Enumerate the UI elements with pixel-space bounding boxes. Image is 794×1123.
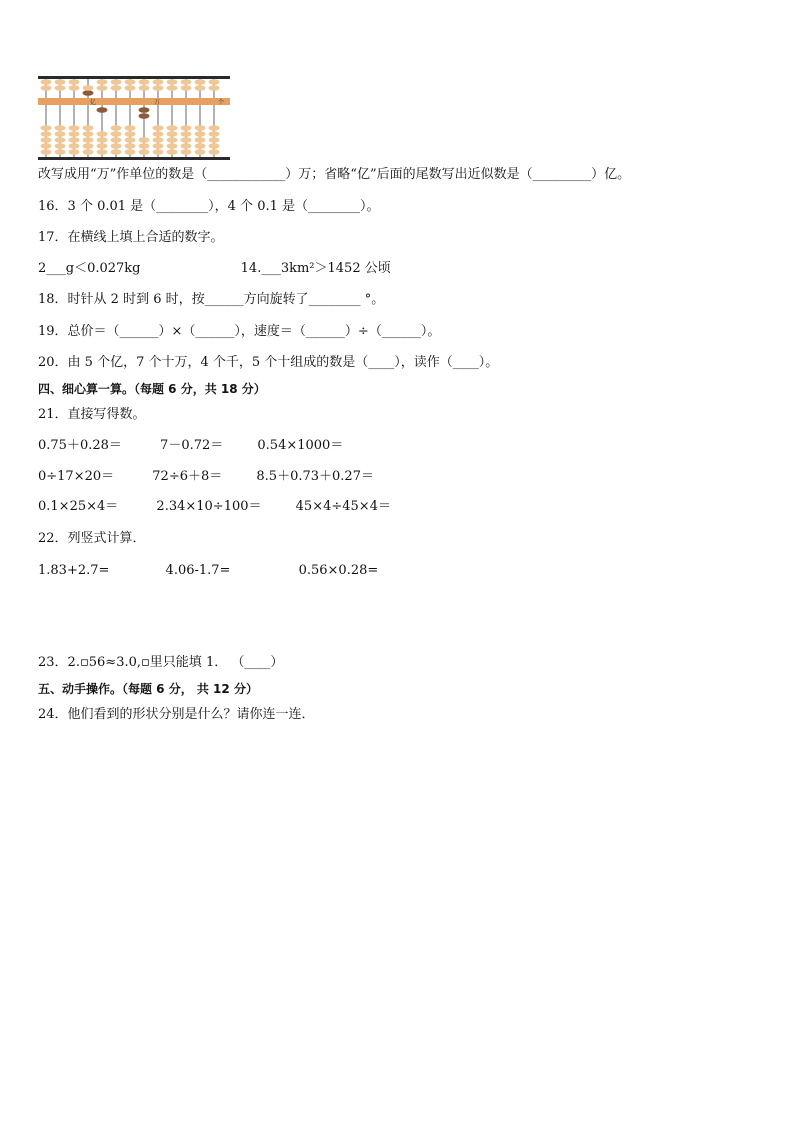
abacus-bead <box>139 85 150 91</box>
abacus-bead <box>195 125 206 131</box>
abacus-bead <box>111 79 122 85</box>
abacus-bead <box>111 137 122 143</box>
abacus-bead <box>181 143 192 149</box>
abacus-label-ge: 个 <box>218 99 225 106</box>
abacus-label-yi: 亿 <box>90 99 97 106</box>
abacus-bead <box>125 131 136 137</box>
q21-row-3 <box>38 498 391 516</box>
abacus-bead <box>153 143 164 149</box>
q20-line: 20．由 5 个亿，7 个十万，4 个千，5 个十组成的数是（____），读作（____）。 <box>38 355 499 370</box>
abacus-bead <box>139 143 150 149</box>
abacus-bead <box>153 149 164 155</box>
abacus-bead <box>139 79 150 85</box>
abacus-bead <box>209 125 220 131</box>
abacus-bead <box>125 79 136 85</box>
abacus-top-frame <box>38 76 230 79</box>
abacus-bead <box>153 85 164 91</box>
abacus-bead <box>83 143 94 149</box>
q21-r1-c1: 0.75＋0.28＝ <box>38 438 122 453</box>
q19-line: 19．总价＝（______）×（______），速度＝（______）÷（______）。 <box>38 324 441 339</box>
abacus-beam <box>38 98 230 105</box>
abacus-bead <box>125 125 136 131</box>
abacus-bead <box>55 131 66 137</box>
abacus-bead <box>41 137 52 143</box>
abacus-bead <box>167 85 178 91</box>
q21-line: 21．直接写得数。 <box>38 407 146 422</box>
abacus-bead <box>111 149 122 155</box>
q22-c1: 1.83+2.7= <box>38 563 110 578</box>
abacus-bead <box>139 149 150 155</box>
section-4-heading: 四、细心算一算。（每题 6 分，共 18 分） <box>38 382 266 396</box>
abacus-bead <box>69 143 80 149</box>
q21-r3-c2: 2.34×10÷100＝ <box>156 499 262 514</box>
abacus-bead <box>41 131 52 137</box>
abacus-bead <box>69 85 80 91</box>
abacus-bead <box>97 143 108 149</box>
abacus-bead <box>111 125 122 131</box>
abacus-bead <box>125 137 136 143</box>
abacus-label-wan: 万 <box>154 99 161 106</box>
q17-item-a: 2___g＜0.027kg <box>38 261 141 276</box>
abacus-bead <box>153 137 164 143</box>
q22-line: 22．列竖式计算． <box>38 531 146 546</box>
q15-rewrite-line: 改写成用“万”作单位的数是（____________）万；省略“亿”后面的尾数写出近似数是（_________）亿。 <box>38 167 631 182</box>
q18-line: 18．时针从 2 时到 6 时，按______方向旋转了________ °。 <box>38 292 385 307</box>
abacus-bead <box>125 143 136 149</box>
q17-items <box>38 260 391 278</box>
abacus-bead <box>181 85 192 91</box>
abacus-bead <box>195 143 206 149</box>
abacus-bead <box>69 131 80 137</box>
abacus-bead <box>153 125 164 131</box>
abacus-bead <box>167 131 178 137</box>
abacus-bead <box>195 79 206 85</box>
q21-row-1 <box>38 437 343 455</box>
abacus-bead <box>83 131 94 137</box>
abacus-bead <box>139 137 150 143</box>
abacus-bead <box>97 149 108 155</box>
abacus-bead <box>125 149 136 155</box>
abacus-bead <box>111 131 122 137</box>
abacus-bead <box>181 125 192 131</box>
abacus-bead <box>69 79 80 85</box>
abacus-bead <box>97 79 108 85</box>
abacus-bead <box>83 137 94 143</box>
abacus-bead <box>55 79 66 85</box>
abacus-bead <box>125 85 136 91</box>
abacus-bead <box>167 149 178 155</box>
abacus-bead <box>97 131 108 137</box>
abacus-bead <box>97 107 108 113</box>
q22-c2: 4.06-1.7= <box>165 563 231 578</box>
abacus-bead <box>83 149 94 155</box>
abacus-bead <box>41 149 52 155</box>
abacus-bead <box>55 125 66 131</box>
abacus-bead <box>209 143 220 149</box>
abacus-bead <box>97 85 108 91</box>
abacus-bead <box>139 107 150 113</box>
abacus-bead <box>97 137 108 143</box>
abacus-bead <box>83 125 94 131</box>
abacus-bead <box>55 137 66 143</box>
q21-r2-c1: 0÷17×20＝ <box>38 469 115 484</box>
abacus-bead <box>195 131 206 137</box>
abacus-rods <box>41 79 220 157</box>
abacus-bead <box>181 79 192 85</box>
q21-r3-c1: 0.1×25×4＝ <box>38 499 119 514</box>
abacus-bead <box>83 90 94 96</box>
abacus-bead <box>41 85 52 91</box>
q22-row <box>38 562 378 580</box>
abacus-bead <box>195 137 206 143</box>
q21-r1-c2: 7－0.72＝ <box>160 438 224 453</box>
abacus-bead <box>153 79 164 85</box>
q24-line: 24．他们看到的形状分别是什么？请你连一连． <box>38 707 315 722</box>
abacus-bead <box>111 85 122 91</box>
section-5-heading: 五、动手操作。（每题 6 分， 共 12 分） <box>38 682 258 696</box>
abacus-bead <box>167 125 178 131</box>
abacus-bead <box>181 149 192 155</box>
abacus-bead <box>167 137 178 143</box>
q21-r2-c2: 72÷6＋8＝ <box>152 469 223 484</box>
abacus-bead <box>111 143 122 149</box>
q21-r1-c3: 0.54×1000＝ <box>257 438 344 453</box>
q16-line: 16．3 个 0.01 是（________），4 个 0.1 是（________）。 <box>38 199 380 214</box>
abacus-bead <box>181 131 192 137</box>
abacus-bead <box>41 143 52 149</box>
abacus-bead <box>153 131 164 137</box>
abacus-bead <box>69 125 80 131</box>
abacus-bead <box>41 125 52 131</box>
abacus-bead <box>69 137 80 143</box>
abacus-bottom-frame <box>38 157 230 160</box>
abacus-bead <box>41 79 52 85</box>
abacus-bead <box>55 149 66 155</box>
q17-item-b: 14.___3km²＞1452 公顷 <box>240 261 391 276</box>
abacus-bead <box>209 149 220 155</box>
abacus-bead <box>69 149 80 155</box>
abacus-bead <box>209 85 220 91</box>
q22-c3: 0.56×0.28= <box>298 563 379 578</box>
abacus-bead <box>55 85 66 91</box>
abacus-icon <box>38 76 230 160</box>
abacus-bead <box>167 79 178 85</box>
abacus-bead <box>209 137 220 143</box>
abacus-bead <box>195 85 206 91</box>
q21-row-2 <box>38 468 374 486</box>
abacus-bead <box>167 143 178 149</box>
abacus-bead <box>139 113 150 119</box>
abacus-bead <box>209 79 220 85</box>
q21-r2-c3: 8.5＋0.73＋0.27＝ <box>256 469 374 484</box>
abacus-bead <box>55 143 66 149</box>
q23-line: 23．2.▫56≈3.0,▫里只能填 1． （____） <box>38 655 284 670</box>
q21-r3-c3: 45×4÷45×4＝ <box>295 499 391 514</box>
abacus-bead <box>195 149 206 155</box>
abacus-bead <box>83 85 94 91</box>
q17-line: 17．在横线上填上合适的数字。 <box>38 230 224 245</box>
abacus-bead <box>209 131 220 137</box>
abacus-bead <box>181 137 192 143</box>
